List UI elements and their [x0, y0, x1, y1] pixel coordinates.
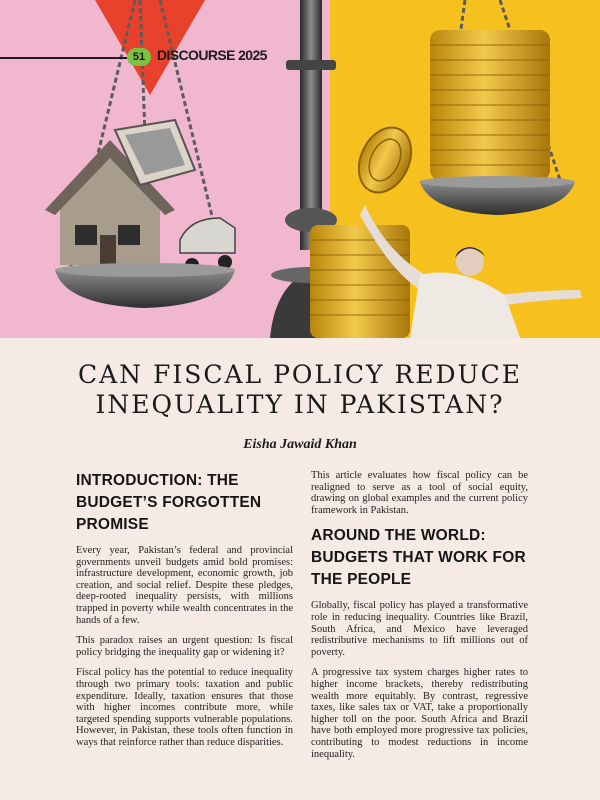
- hero-illustration: [0, 0, 600, 338]
- article-title: CAN FISCAL POLICY REDUCE INEQUALITY IN PAKISTAN?: [77, 360, 523, 419]
- paragraph: Globally, fiscal policy has played a transformative role in reducing inequality. Countries like Brazil, South Africa, and Mexico have leveraged redistributive mechanisms to lift millions out of poverty.: [311, 600, 528, 658]
- header-rule: [0, 57, 127, 59]
- paragraph: This article evaluates how fiscal policy can be realigned to serve as a tool of social equity, drawing on global examples and the current policy framework in Pakistan.: [311, 470, 528, 516]
- right-coin-stack: [430, 30, 550, 180]
- right-column: [311, 470, 528, 769]
- section-heading-around-the-world: AROUND THE WORLD: BUDGETS THAT WORK FOR THE PEOPLE: [311, 527, 526, 589]
- paragraph: Every year, Pakistan’s federal and provincial governments unveil budgets amid bold promises: infrastructure development, economic growth, job creation, and social relief. Despite these pledges, deep-rooted inequality persists, with millions trapped in poverty while wealth concentrates in the hands of a few.: [76, 545, 293, 626]
- lower-coin-stack: [310, 225, 410, 338]
- paragraph: Fiscal policy has the potential to reduce inequality through two primary tools: taxation and public expenditure. Ideally, taxation ensures that those with higher incomes contribute more, while targeted spending supports vulnerable populations. However, in Pakistan, these tools often function in ways that reinforce rather than reduce disparities.: [76, 667, 293, 748]
- section-name: DISCOURSE 2025: [157, 47, 267, 63]
- paragraph: A progressive tax system charges higher rates to higher income brackets, thereby redistributing wealth more equitably. By contrast, regressive taxes, like sales tax or VAT, take a proportionally higher toll on the poor. South Africa and Brazil have both employed more progressive tax policies, contributing to modest reductions in income inequality.: [311, 667, 528, 760]
- paragraph: This paradox raises an urgent question: Is fiscal policy bridging the inequality gap or widening it?: [76, 635, 293, 658]
- left-column: [76, 470, 293, 758]
- page-number-badge: 51: [127, 48, 151, 66]
- section-heading-introduction: INTRODUCTION: THE BUDGET’S FORGOTTEN PROMISE: [76, 472, 262, 533]
- article-author: Eisha Jawaid Khan: [243, 437, 357, 452]
